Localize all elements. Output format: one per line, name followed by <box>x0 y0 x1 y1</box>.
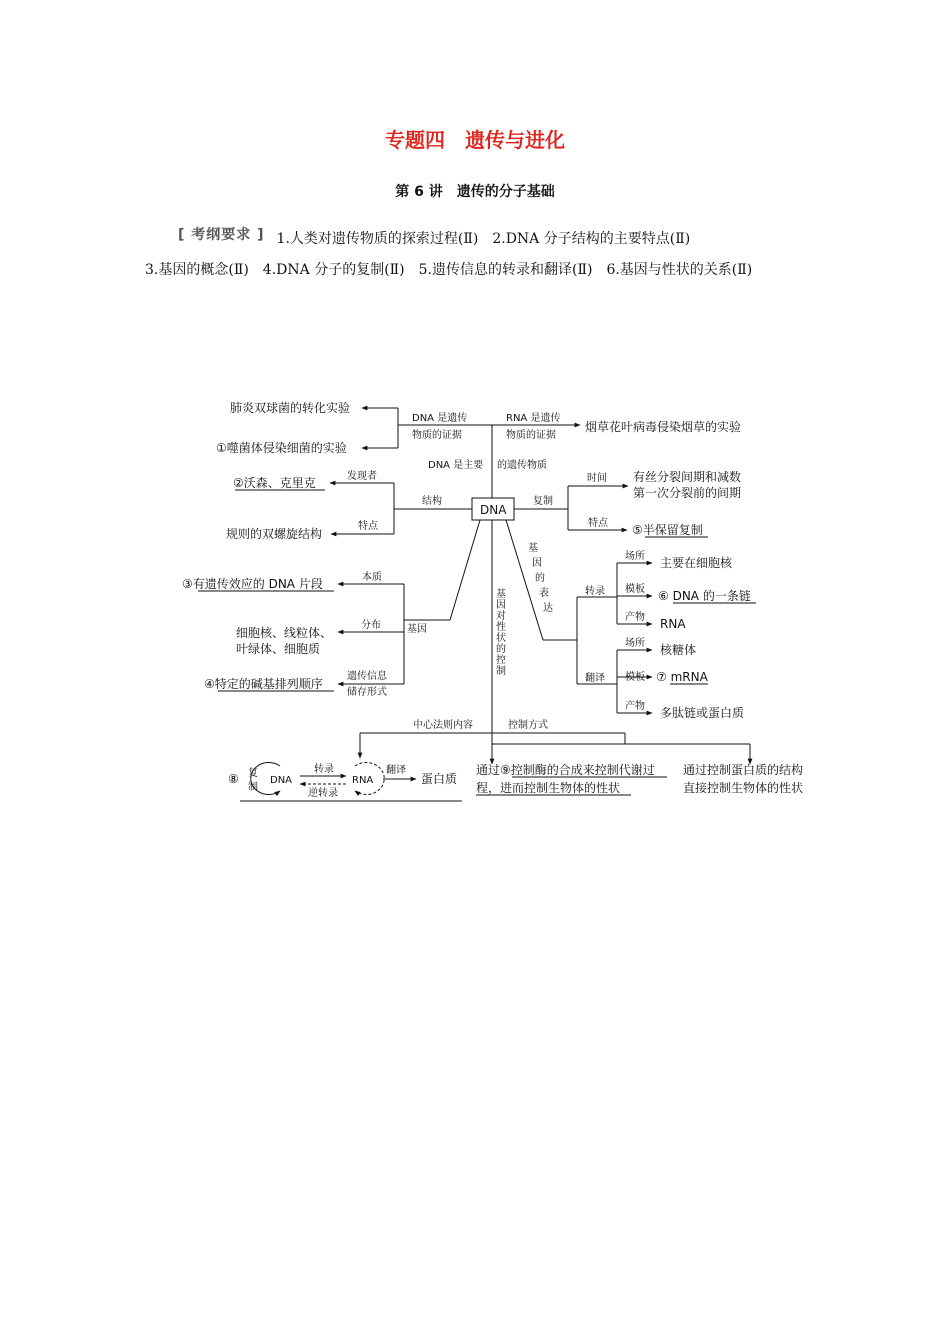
tx-product-value: RNA <box>660 617 686 631</box>
tl-template-value: ⑦ mRNA <box>656 670 708 684</box>
control-char: 基 <box>496 589 506 600</box>
evidence-rna-1: RNA 是遗传 <box>506 413 561 424</box>
copy-char: 制 <box>248 782 258 793</box>
requirement-item: 3.基因的概念(Ⅱ) <box>145 262 249 278</box>
control-char: 性 <box>496 622 506 633</box>
arrow-transcription: 转录 <box>314 764 334 775</box>
label-time: 时间 <box>587 473 607 484</box>
double-helix: 规则的双螺旋结构 <box>226 527 323 541</box>
lecture-title: 第 6 讲 遗传的分子基础 <box>395 184 555 200</box>
requirement-item: 1.人类对遗传物质的探索过程(Ⅱ) <box>276 231 479 247</box>
dist-value-2: 叶绿体、细胞质 <box>236 642 321 656</box>
dogma-rna: RNA <box>352 775 374 786</box>
label-tl-template: 模板 <box>625 672 645 683</box>
time-value-2: 第一次分裂前的间期 <box>633 486 742 500</box>
copy-char: 复 <box>248 768 258 779</box>
evidence-rna-2: 物质的证据 <box>506 430 556 441</box>
tx-template-value: ⑥ DNA 的一条链 <box>658 589 751 603</box>
exp-pneumococcus: 肺炎双球菌的转化实验 <box>230 401 351 415</box>
label-info-2: 储存形式 <box>347 687 387 698</box>
main-material-1: DNA 是主要 <box>428 460 484 471</box>
control-char: 对 <box>496 611 506 622</box>
label-info-1: 遗传信息 <box>347 671 387 682</box>
label-transcription: 转录 <box>585 586 605 597</box>
tl-site-value: 核糖体 <box>660 643 697 657</box>
label-tx-product: 产物 <box>625 612 645 623</box>
tl-product-value: 多肽链或蛋白质 <box>660 706 745 720</box>
discoverer-value: ②沃森、克里克 <box>233 476 316 490</box>
chapter-title: 专题四 遗传与进化 <box>385 128 565 152</box>
label-dogma: 中心法则内容 <box>413 720 473 731</box>
label-rep-feature: 特点 <box>588 518 608 529</box>
expression-char: 因 <box>532 558 542 569</box>
label-control-mode: 控制方式 <box>508 720 548 731</box>
requirement-item: 2.DNA 分子结构的主要特点(Ⅱ) <box>492 231 691 247</box>
exp-tmv: 烟草花叶病毒侵染烟草的实验 <box>585 420 742 434</box>
control-char: 控 <box>496 655 506 666</box>
time-value-1: 有丝分裂间期和减数 <box>633 470 742 484</box>
expression-char: 基 <box>528 543 538 554</box>
ctrl-protein-2: 直接控制生物体的性状 <box>683 781 804 795</box>
requirement-item: 4.DNA 分子的复制(Ⅱ) <box>262 262 405 278</box>
ctrl-enzyme-2: 程，进而控制生物体的性状 <box>476 781 621 795</box>
control-char: 状 <box>496 633 506 644</box>
dogma-protein: 蛋白质 <box>421 772 458 786</box>
num-8: ⑧ <box>228 772 239 786</box>
control-label <box>496 587 506 677</box>
expression-char: 达 <box>543 603 553 614</box>
ctrl-enzyme-1: 通过⑨控制酶的合成来控制代谢过 <box>476 763 655 777</box>
label-translation: 翻译 <box>585 673 605 684</box>
essence-value: ③有遗传效应的 DNA 片段 <box>182 577 323 591</box>
label-structure: 结构 <box>422 496 442 507</box>
evidence-dna-1: DNA 是遗传 <box>412 413 468 424</box>
dogma-dna: DNA <box>270 775 293 786</box>
label-essence: 本质 <box>362 572 382 583</box>
dist-value-1: 细胞核、线粒体、 <box>236 626 333 640</box>
label-tx-template: 模板 <box>625 584 645 595</box>
requirement-item: 6.基因与性状的关系(Ⅱ) <box>606 262 753 278</box>
rep-feature-value: ⑤半保留复制 <box>632 523 703 537</box>
control-char: 的 <box>496 644 506 655</box>
label-distribution: 分布 <box>361 620 381 631</box>
expression-char: 表 <box>539 588 549 599</box>
label-replication: 复制 <box>533 496 553 507</box>
evidence-dna-2: 物质的证据 <box>412 430 462 441</box>
label-feature: 特点 <box>358 521 378 532</box>
ctrl-protein-1: 通过控制蛋白质的结构 <box>683 763 804 777</box>
label-tl-product: 产物 <box>625 701 645 712</box>
requirements-label: [ 考纲要求 ] <box>178 227 265 243</box>
label-tl-site: 场所 <box>625 638 645 649</box>
requirement-item: 5.遗传信息的转录和翻译(Ⅱ) <box>418 262 593 278</box>
label-gene: 基因 <box>407 624 427 635</box>
label-discoverer: 发现者 <box>347 471 377 482</box>
label-tx-site: 场所 <box>625 551 645 562</box>
expression-char: 的 <box>535 573 545 584</box>
control-char: 制 <box>496 666 506 677</box>
exp-phage: ①噬菌体侵染细菌的实验 <box>216 441 347 455</box>
control-char: 因 <box>496 600 506 611</box>
center-dna: DNA <box>480 503 507 517</box>
tx-site-value: 主要在细胞核 <box>660 556 733 570</box>
arrow-reverse-transcription: 逆转录 <box>308 788 338 799</box>
main-material-2: 的遗传物质 <box>497 460 547 471</box>
info-value: ④特定的碱基排列顺序 <box>204 677 323 691</box>
arrow-translation: 翻译 <box>386 765 406 776</box>
